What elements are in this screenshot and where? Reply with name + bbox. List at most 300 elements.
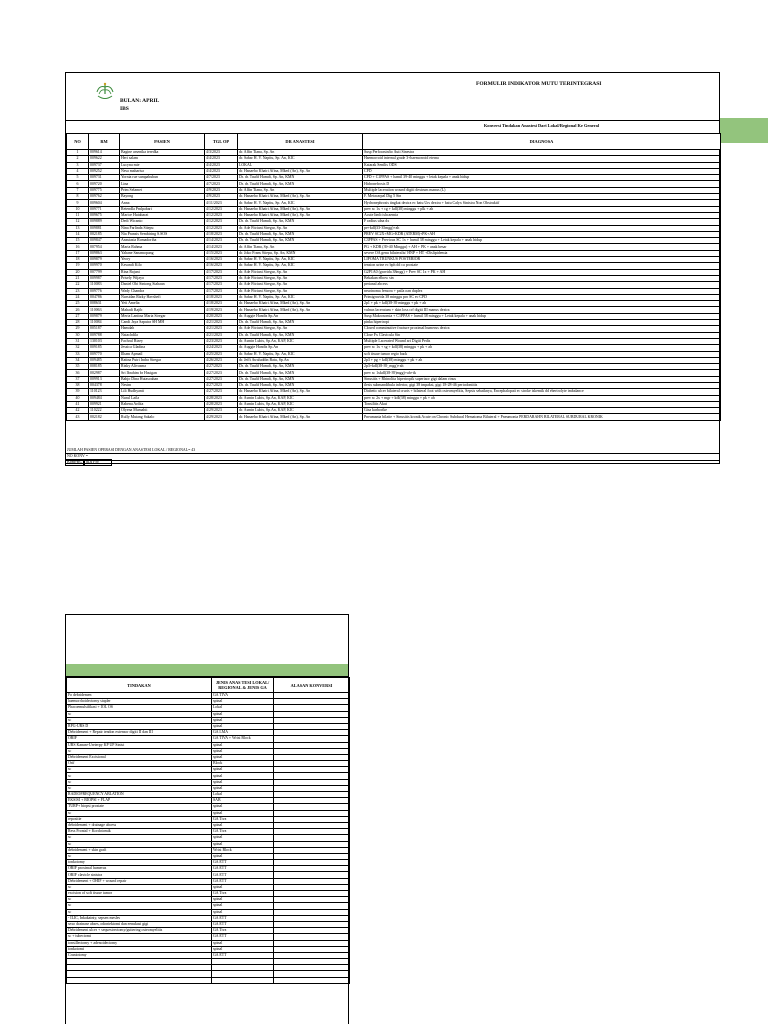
cell-rm: 009252	[89, 168, 120, 174]
col-no: NO	[67, 134, 89, 150]
cell-rm: 110222	[89, 408, 120, 414]
cell-tindakan: ORIF clavicle sinistra	[67, 872, 212, 878]
cell-rm: 009913	[89, 376, 120, 382]
cell-dr: Dr. dr. Taufif Hamdi, Sp. An, KMN	[238, 175, 363, 181]
cell-tgl: 4/4/2023	[205, 162, 238, 168]
cell-pasien: Rizky Alivasma	[120, 364, 205, 370]
cell-no: 9	[67, 200, 89, 206]
cell-rm: 007799	[89, 269, 120, 275]
cell-tindakan: Ress Frontal + Kordotomik	[67, 829, 212, 835]
cell-tindakan: Orif	[67, 761, 212, 767]
cell-diagnosa: Tonsilitis Akut	[363, 401, 721, 407]
patient-table	[66, 133, 721, 421]
form-title: FORMULIR INDIKATOR MUTU TERINTEGRASI	[476, 81, 602, 87]
cell-pasien: Yornia rue sampabubun	[120, 175, 205, 181]
tindakan-table	[66, 677, 350, 984]
cell-no: 37	[67, 376, 89, 382]
cell-dr: Dr. dr. Taufif Hamdi, Sp. An, KMN	[238, 370, 363, 376]
cell-tindakan: Debridement Excisional	[67, 754, 212, 760]
cell-tindakan: sc	[67, 884, 212, 890]
cell-diagnosa: Bekakan elbow sin	[363, 275, 721, 281]
cell-dr: Dr. dr. Taufif Hamdi, Sp. An, KMN	[238, 320, 363, 326]
cell-rm: 009484	[89, 395, 120, 401]
cell-no: 26	[67, 307, 89, 313]
cell-tindakan: debridement + drainage abcess	[67, 822, 212, 828]
cell-diagnosa: perianal abcess	[363, 282, 721, 288]
cell-tgl: 4/3/2023	[205, 150, 238, 156]
cell-dr: Dr. dr. Taufif Hamdi, Sp. An, KMN	[238, 376, 363, 382]
cell-diagnosa: Haemorroid internal grade 3+haemorroid eterna	[363, 156, 721, 162]
cell-rm: 009771	[89, 206, 120, 212]
cell-dr: dr. Ade Fitriani Siregar, Sp. An	[238, 326, 363, 332]
cell-tindakan: RADIOFREQUENCY ABLATION	[67, 792, 212, 798]
cell-jenis: spinal	[212, 884, 274, 890]
cell-tgl: 4/4/2023	[205, 168, 238, 174]
cell-pasien: Rina Rajuni	[120, 269, 205, 275]
cell-tgl: 4/9/2023	[205, 194, 238, 200]
cell-no: 22	[67, 282, 89, 288]
cell-jenis: spinal	[212, 841, 274, 847]
cell-pasien: Bayong	[120, 194, 205, 200]
cell-dr: dr. Affin Tiana, Sp. An	[238, 150, 363, 156]
cell-rm: 009675	[89, 212, 120, 218]
table-row	[67, 414, 721, 420]
cell-no: 35	[67, 364, 89, 370]
cell-tindakan: TURP+ biopsi prostate	[67, 804, 212, 810]
cell-jenis: GA ETT	[212, 934, 274, 940]
cell-dr: dr. Hanaeho Khairi Afina, Mked (An), Sp. An	[238, 414, 363, 420]
cell-dr: dr. Asmin Lubis, Sp.An, KAP, KIC	[238, 401, 363, 407]
cell-diagnosa: Sinusitis + Rhinolita hipertropik superiaor gigi dalam rinus	[363, 376, 721, 382]
tindakan-header-blank	[66, 615, 348, 665]
cell-pasien: Dedi Wicanto	[120, 219, 205, 225]
cell-tindakan: sc	[67, 748, 212, 754]
cell-rm: 009731	[89, 175, 120, 181]
cell-rm: 009770	[89, 351, 120, 357]
cell-tindakan: sc	[67, 779, 212, 785]
cell-rm: 002182	[89, 414, 120, 420]
cell-no: 8	[67, 194, 89, 200]
cell-rm: 110063	[89, 307, 120, 313]
cell-pasien: Lina	[120, 181, 205, 187]
cell-jenis: spinal	[212, 940, 274, 946]
cell-rm: 009614	[89, 150, 120, 156]
cell-tindakan: sc	[67, 810, 212, 816]
cell-no: 2	[67, 156, 89, 162]
cell-tgl: 4/29/2023	[205, 414, 238, 420]
cell-dr: Dr. dr. Taufif Hamdi, Sp. An, KMN	[238, 181, 363, 187]
cell-jenis: spinal	[212, 853, 274, 859]
cell-dr: dr. Sabar H. V. Napitu, Sp. An, KIC	[238, 351, 363, 357]
konv-value: #DIV/0!	[84, 459, 112, 466]
cell-tindakan: RPG-URS D	[67, 723, 212, 729]
cell-no: 12	[67, 219, 89, 225]
cell-dr: dr. Sabar H. V. Napitu, Sp. An, KIC	[238, 294, 363, 300]
cell-pasien: Nesa maharisa	[120, 168, 205, 174]
summary-konv: NO KONV =	[66, 454, 720, 460]
cell-pasien: Nesim	[120, 382, 205, 388]
cell-dr: dr. Asmin Lubis, Sp.An, KAP, KIC	[238, 408, 363, 414]
cell-diagnosa: prev sc 1x + sg + kdl(38) minggu + pk + ah	[363, 345, 721, 351]
cell-jenis: GA Tiva	[212, 816, 274, 822]
cell-pasien: Ratina Putri Indra Siregar	[120, 357, 205, 363]
cell-jenis: spinal	[212, 767, 274, 773]
cell-diagnosa: Hidronefrosis D	[363, 181, 721, 187]
cell-jenis: GA ETT	[212, 878, 274, 884]
cell-no: 25	[67, 301, 89, 307]
cell-dr: dr. Hanaeho Khairi Afina, Mked (An), Sp. An	[238, 307, 363, 313]
month-label: BULAN: APRIL	[120, 98, 160, 104]
cell-diagnosa: Hydronephrosis tingkat dextra ec batu Urs dextra + batu Calyx Sinistra Non Obstruktif	[363, 200, 721, 206]
cell-pasien: Candi Jaya Saputra SH MH	[120, 320, 205, 326]
cell-jenis: Wrist Block	[212, 847, 274, 853]
cell-no: 40	[67, 395, 89, 401]
cell-rm: 009987	[89, 275, 120, 281]
cell-jenis: spinal	[212, 779, 274, 785]
cell-jenis: spinal	[212, 717, 274, 723]
cell-diagnosa: Diabetic ulcer bilateral cruris + bilateral foot with osteomyelitis, Sepsis sebaiknya, Encephalopati ec stroke iskemik dd ebertrolyte imbalance	[363, 389, 721, 395]
cell-dr: Dr. dr. Taufif Hamdi, Sp. An, KMN	[238, 219, 363, 225]
cell-jenis: spinal	[212, 742, 274, 748]
cell-dr: dr. Affin Tiana, Sp. An	[238, 244, 363, 250]
cell-pasien: Nina Farlinda Sitepu	[120, 225, 205, 231]
cell-pasien: Bahjo Dina Hutasoahan	[120, 376, 205, 382]
cell-jenis: spinal	[212, 804, 274, 810]
cell-rm: 009788	[89, 332, 120, 338]
unit-label: IBS	[120, 106, 129, 112]
cell-tindakan: sc	[67, 897, 212, 903]
cell-pasien: Rully Mutang Sakalo	[120, 414, 205, 420]
cell-diagnosa: severe OA genu bilateralis/ HNP + HT +Dislipidemia	[363, 250, 721, 256]
cell-no: 28	[67, 320, 89, 326]
cell-diagnosa: tension urine ec bph dd ca prostate	[363, 263, 721, 269]
cell-pasien: Mahadi Rajib	[120, 307, 205, 313]
cell-dr: dr. Ade Fitriani Siregar, Sp. An	[238, 282, 363, 288]
cell-pasien: Hamdah	[120, 326, 205, 332]
cell-rm: 005187	[89, 326, 120, 332]
cell-no: 1	[67, 150, 89, 156]
cell-pasien: Meria Lantina Maria Siregar	[120, 313, 205, 319]
cell-tgl: 4/24/2023	[205, 345, 238, 351]
cell-dr: Dr. dr. Taufif Hamdi, Sp. An, KMN	[238, 364, 363, 370]
cell-tindakan: sc + tubectomi	[67, 934, 212, 940]
cell-tindakan: sc	[67, 841, 212, 847]
tindakan-sheet	[65, 614, 349, 1024]
cell-tgl: 4/14/2023	[205, 238, 238, 244]
cell-jenis: GA ETT	[212, 866, 274, 872]
cell-pasien: Rabena Ardita	[120, 401, 205, 407]
cell-tgl: 4/20/2023	[205, 313, 238, 319]
cell-no: 27	[67, 313, 89, 319]
cell-jenis: GA Tiva	[212, 928, 274, 934]
cell-pasien: Olyena Mumahti	[120, 408, 205, 414]
col-diagnosa: DIAGNOSA	[363, 134, 721, 150]
cell-jenis: GA ETT	[212, 915, 274, 921]
cell-tgl: 4/15/2023	[205, 250, 238, 256]
cell-diagnosa: Close Fx Clavicula Sin	[363, 332, 721, 338]
cell-tindakan: excision of soft tissue tumor	[67, 891, 212, 897]
cell-tgl: 4/7/2023	[205, 175, 238, 181]
cell-tgl: 4/12/2023	[205, 212, 238, 218]
cell-diagnosa: pinka hipertropi	[363, 320, 721, 326]
cell-diagnosa: 2p3+kdl(38-39_mgg)+ah	[363, 364, 721, 370]
cell-diagnosa: prev sc 1x + cg + kdl(38) minggu + plk + ah	[363, 206, 721, 212]
cell-pasien: Nia Pransis Sembiring S.SOS	[120, 231, 205, 237]
cell-no: 18	[67, 257, 89, 263]
cell-pasien: Prisely Wijaya	[120, 275, 205, 281]
cell-no: 20	[67, 269, 89, 275]
empty-cell	[274, 977, 350, 983]
cell-rm: 009863	[89, 250, 120, 256]
cell-jenis: GA ETT	[212, 872, 274, 878]
cell-pasien: Sri Ibrahim br Hasigan	[120, 370, 205, 376]
cell-tindakan: debridement + skin graft	[67, 847, 212, 853]
cell-diagnosa: 2p1 + pk + kdl(38-39 minggu + pk + ah	[363, 301, 721, 307]
cell-rm: 009889	[89, 219, 120, 225]
cell-no: 11	[67, 212, 89, 218]
cell-tindakan: sc	[67, 835, 212, 841]
cell-jenis: spinal	[212, 754, 274, 760]
cell-rm: 009881	[89, 225, 120, 231]
cell-rm: 007954	[89, 244, 120, 250]
cell-rm: 009185	[89, 345, 120, 351]
cell-tgl: 4/7/2023	[205, 181, 238, 187]
cell-no: 24	[67, 294, 89, 300]
cell-dr: dr. Hanaeho Khairi Afina, Mked (An), Sp. An	[238, 168, 363, 174]
cell-no: 32	[67, 345, 89, 351]
cell-dr: dr. Sabar H. V. Napitu, Sp. An, KIC	[238, 156, 363, 162]
cell-tgl: 4/12/2023	[205, 206, 238, 212]
cell-pasien: Prim Selamet	[120, 187, 205, 193]
cell-pasien: Anna	[120, 200, 205, 206]
cell-no: 17	[67, 250, 89, 256]
cell-tgl: 4/27/2023	[205, 364, 238, 370]
cell-diagnosa: Multiple Lacerated Wound art Digiti Pedis	[363, 338, 721, 344]
cell-jenis: GA LMA	[212, 730, 274, 736]
cell-no: 5	[67, 175, 89, 181]
cell-rm: 130103	[89, 338, 120, 344]
cell-tgl: 4/28/2023	[205, 401, 238, 407]
cell-dr: dr. Hanaeho Khairi Afina, Mked (An), Sp. An	[238, 194, 363, 200]
col-rm: RM	[89, 134, 120, 150]
cell-jenis: spinal	[212, 773, 274, 779]
cell-tindakan: Fo debridemen	[67, 693, 212, 699]
cell-dr: dr. Ade Fitriani Siregar, Sp. An	[238, 225, 363, 231]
cell-tindakan: Debridement + Repair tendon extensor digiti II dan III	[67, 730, 212, 736]
cell-rm: 008185	[89, 364, 120, 370]
cell-dr: dr. Sabar H. V. Napitu, Sp. An, KIC	[238, 257, 363, 263]
cell-rm: 004378	[89, 382, 120, 388]
cell-jenis: spinal	[212, 822, 274, 828]
cell-tgl: 4/14/2023	[205, 244, 238, 250]
cell-dr: dr. Hanaeho Khairi Afina, Mked (An), Sp. An	[238, 301, 363, 307]
cell-tindakan: ORIF proximal humerus	[67, 866, 212, 872]
cell-tgl: 4/16/2023	[205, 257, 238, 263]
cell-dr: dr. Hanaeho Khairi Afina, Mked (An), Sp. An	[238, 212, 363, 218]
cell-diagnosa: prev sc 2x + mgr + kdl(38) minggu + pk + ah	[363, 395, 721, 401]
cell-no: 7	[67, 187, 89, 193]
cell-pasien: Natachdila	[120, 332, 205, 338]
cell-diagnosa: ilesis submandibula inferior, gigi 38 impaksi, gigi 18-28-46 periodontitis	[363, 382, 721, 388]
cell-jenis: spinal	[212, 810, 274, 816]
col-jenis-anastesi: JENIS ANAS TESI LOKAL/ REGIONAL & JENIS GA	[212, 678, 274, 693]
col-tindakan: TINDAKAN	[67, 678, 212, 693]
cell-jenis: spinal	[212, 835, 274, 841]
cell-jenis: GA ETT	[212, 860, 274, 866]
indicator-form-sheet	[65, 72, 720, 464]
cell-no: 3	[67, 162, 89, 168]
cell-tindakan: ORIF	[67, 736, 212, 742]
cell-rm: 002987	[89, 370, 120, 376]
cell-dr: dr. Auggie Handis Sp.An	[238, 345, 363, 351]
table-header-row	[67, 134, 721, 150]
cell-tgl: 4/4/2023	[205, 156, 238, 162]
cell-jenis: GA Tiva	[212, 891, 274, 897]
cell-diagnosa: CPD + C1PPAS + hamil 39-40 minggu + letak kepala + anak hidup	[363, 175, 721, 181]
cell-dr: dr. Sabar H. V. Napitu, Sp. An, KIC	[238, 200, 363, 206]
cell-tindakan: sc	[67, 785, 212, 791]
cell-tindakan: sc	[67, 717, 212, 723]
cell-dr: dr. Joko Frans Sitepu, Sp. An, KMN	[238, 250, 363, 256]
cell-dr: Dr. dr. Taufif Hamdi, Sp. An, KMN	[238, 238, 363, 244]
cell-dr: Dr. dr. Taufif Hamdi, Sp. An, KMN	[238, 382, 363, 388]
cell-tgl: 4/28/2023	[205, 395, 238, 401]
cell-tindakan: Phacoemulsifikasi + IOL OS	[67, 705, 212, 711]
cell-rm: 009879	[89, 313, 120, 319]
cell-diagnosa: F radius ulna dx	[363, 219, 721, 225]
cell-tgl: 4/25/2023	[205, 351, 238, 357]
form-header	[66, 73, 719, 121]
cell-diagnosa: Multiple laceration wound digiti dextrum manus (L)	[363, 187, 721, 193]
cell-no: 16	[67, 244, 89, 250]
cell-tindakan: sc	[67, 767, 212, 773]
cell-jenis: GA ETT	[212, 921, 274, 927]
cell-jenis: spinal	[212, 897, 274, 903]
cell-diagnosa: neurinoma femora + patla oan duplex	[363, 288, 721, 294]
cell-tgl: 4/21/2023	[205, 332, 238, 338]
cell-diagnosa: Acute limb ishcaemia	[363, 212, 721, 218]
cell-no: 23	[67, 288, 89, 294]
konv-ratio-row	[65, 459, 112, 466]
cell-tgl: 4/17/2023	[205, 288, 238, 294]
cell-diagnosa: F. Metacarpal Dig 5 Sin	[363, 194, 721, 200]
cell-pasien: Daniel Obi Sintong Siahaan	[120, 282, 205, 288]
cell-no: 42	[67, 408, 89, 414]
cell-no: 19	[67, 263, 89, 269]
cell-pasien: Lucyna mie	[120, 162, 205, 168]
cell-no: 13	[67, 225, 89, 231]
cell-diagnosa: Gisa karborike	[363, 408, 721, 414]
cell-jenis: spinal	[212, 909, 274, 915]
cell-rm: 002185	[89, 231, 120, 237]
cell-no: 4	[67, 168, 89, 174]
cell-jenis: GA Tiva	[212, 829, 274, 835]
cell-jenis: Lokal	[212, 705, 274, 711]
cell-tgl: 4/17/2023	[205, 275, 238, 281]
cell-dr: LOKAL	[238, 162, 363, 168]
cell-pasien: Wady Chandra	[120, 288, 205, 294]
cell-dr: dr. Sabar H. V. Napitu, Sp. An, KIC	[238, 263, 363, 269]
cell-no: 15	[67, 238, 89, 244]
cell-rm: 110083	[89, 282, 120, 288]
cell-dr: dr. Ade Fitriani Siregar, Sp. An	[238, 269, 363, 275]
cell-pasien: Ilham Apmail	[120, 351, 205, 357]
cell-tindakan: Debridement ulcer + sequestrectomy/guttering osteomyelitis	[67, 928, 212, 934]
cell-tgl: 4/26/2023	[205, 357, 238, 363]
cell-tgl: 4/18/2023	[205, 231, 238, 237]
cell-tindakan: sexo drainase abses, odontektomi dan eenukasi gigi	[67, 921, 212, 927]
cell-no: 6	[67, 181, 89, 187]
cell-no: 31	[67, 338, 89, 344]
empty-cell	[67, 977, 212, 983]
cell-rm: 009921	[89, 401, 120, 407]
cell-diagnosa: G2P1A0 (gravida 38mgg) + Prev SC 1x + PK + AH	[363, 269, 721, 275]
cell-diagnosa: Primigravida 38 minggu pro SC ec CPD	[363, 294, 721, 300]
cell-dr: dr. Asmin Lubis, Sp.An, KAP, KIC	[238, 338, 363, 344]
cell-pasien: Lili Hudhyanti	[120, 389, 205, 395]
cell-jenis: spinal	[212, 699, 274, 705]
cell-pasien: Jessica Gladina	[120, 345, 205, 351]
form-subtitle-row	[66, 120, 719, 134]
cell-jenis: SAB	[212, 798, 274, 804]
cell-jenis: Block	[212, 761, 274, 767]
cell-tgl: 4/21/2023	[205, 326, 238, 332]
tindakan-green-band	[66, 664, 348, 677]
cell-no: 10	[67, 206, 89, 212]
cell-rm: 009720	[89, 181, 120, 187]
cell-no: 29	[67, 326, 89, 332]
cell-no: 38	[67, 382, 89, 388]
cell-pasien: Retendla Pmlpabari	[120, 206, 205, 212]
cell-diagnosa: LIPOMA TRUNKUS POSTERIOR	[363, 257, 721, 263]
cell-tgl: 4/19/2023	[205, 307, 238, 313]
green-header-band	[720, 118, 768, 143]
cell-tindakan: tonkotomy	[67, 860, 212, 866]
form-subtitle: Konversi Tindakan Anastesi Dari Lokal/Regional Ke General	[483, 123, 600, 128]
cell-tindakan: Debridement + OHIF + wound repair	[67, 878, 212, 884]
cell-tgl: 4/27/2023	[205, 370, 238, 376]
patient-table-body	[67, 150, 721, 421]
cell-tgl: 4/11/2023	[205, 200, 238, 206]
cell-pasien: Bagine arsenika teredka	[120, 150, 205, 156]
cell-jenis: spinal	[212, 785, 274, 791]
tindakan-empty-row	[67, 977, 350, 983]
cell-jenis: Lokal	[212, 792, 274, 798]
cell-jenis: GA TIVA + Wrist Block	[212, 736, 274, 742]
cell-diagnosa: Susp Perforasinfio Auti Sinestra	[363, 150, 721, 156]
cell-rm: 009879	[89, 257, 120, 263]
tindakan-header-row	[67, 678, 350, 693]
cell-tgl: 4/17/2023	[205, 269, 238, 275]
cell-tgl: 4/21/2023	[205, 320, 238, 326]
cell-tindakan: Craniotomy	[67, 952, 212, 958]
cell-no: 21	[67, 275, 89, 281]
cell-jenis: GA TIVA	[212, 693, 274, 699]
cell-no: 30	[67, 332, 89, 338]
cell-no: 39	[67, 389, 89, 395]
cell-tindakan: haemorrhoidectomy stapler	[67, 699, 212, 705]
cell-tindakan: EKSISI + BIOPSI + FLAP	[67, 798, 212, 804]
cell-tgl: 4/29/2023	[205, 408, 238, 414]
cell-rm: 009604	[89, 200, 120, 206]
cell-pasien: Yeory	[120, 257, 205, 263]
cell-dr: dr. Jeffi Awaluddin Batu, Sp.An	[238, 357, 363, 363]
col-tgl-op: TGL OP	[205, 134, 238, 150]
cell-dr: dr. Affin Tiana, Sp. An	[238, 187, 363, 193]
cell-dr: dr. Ade Fitriani Siregar, Sp. An	[238, 275, 363, 281]
hospital-logo-icon	[94, 81, 116, 103]
cell-tgl: 4/23/2023	[205, 338, 238, 344]
